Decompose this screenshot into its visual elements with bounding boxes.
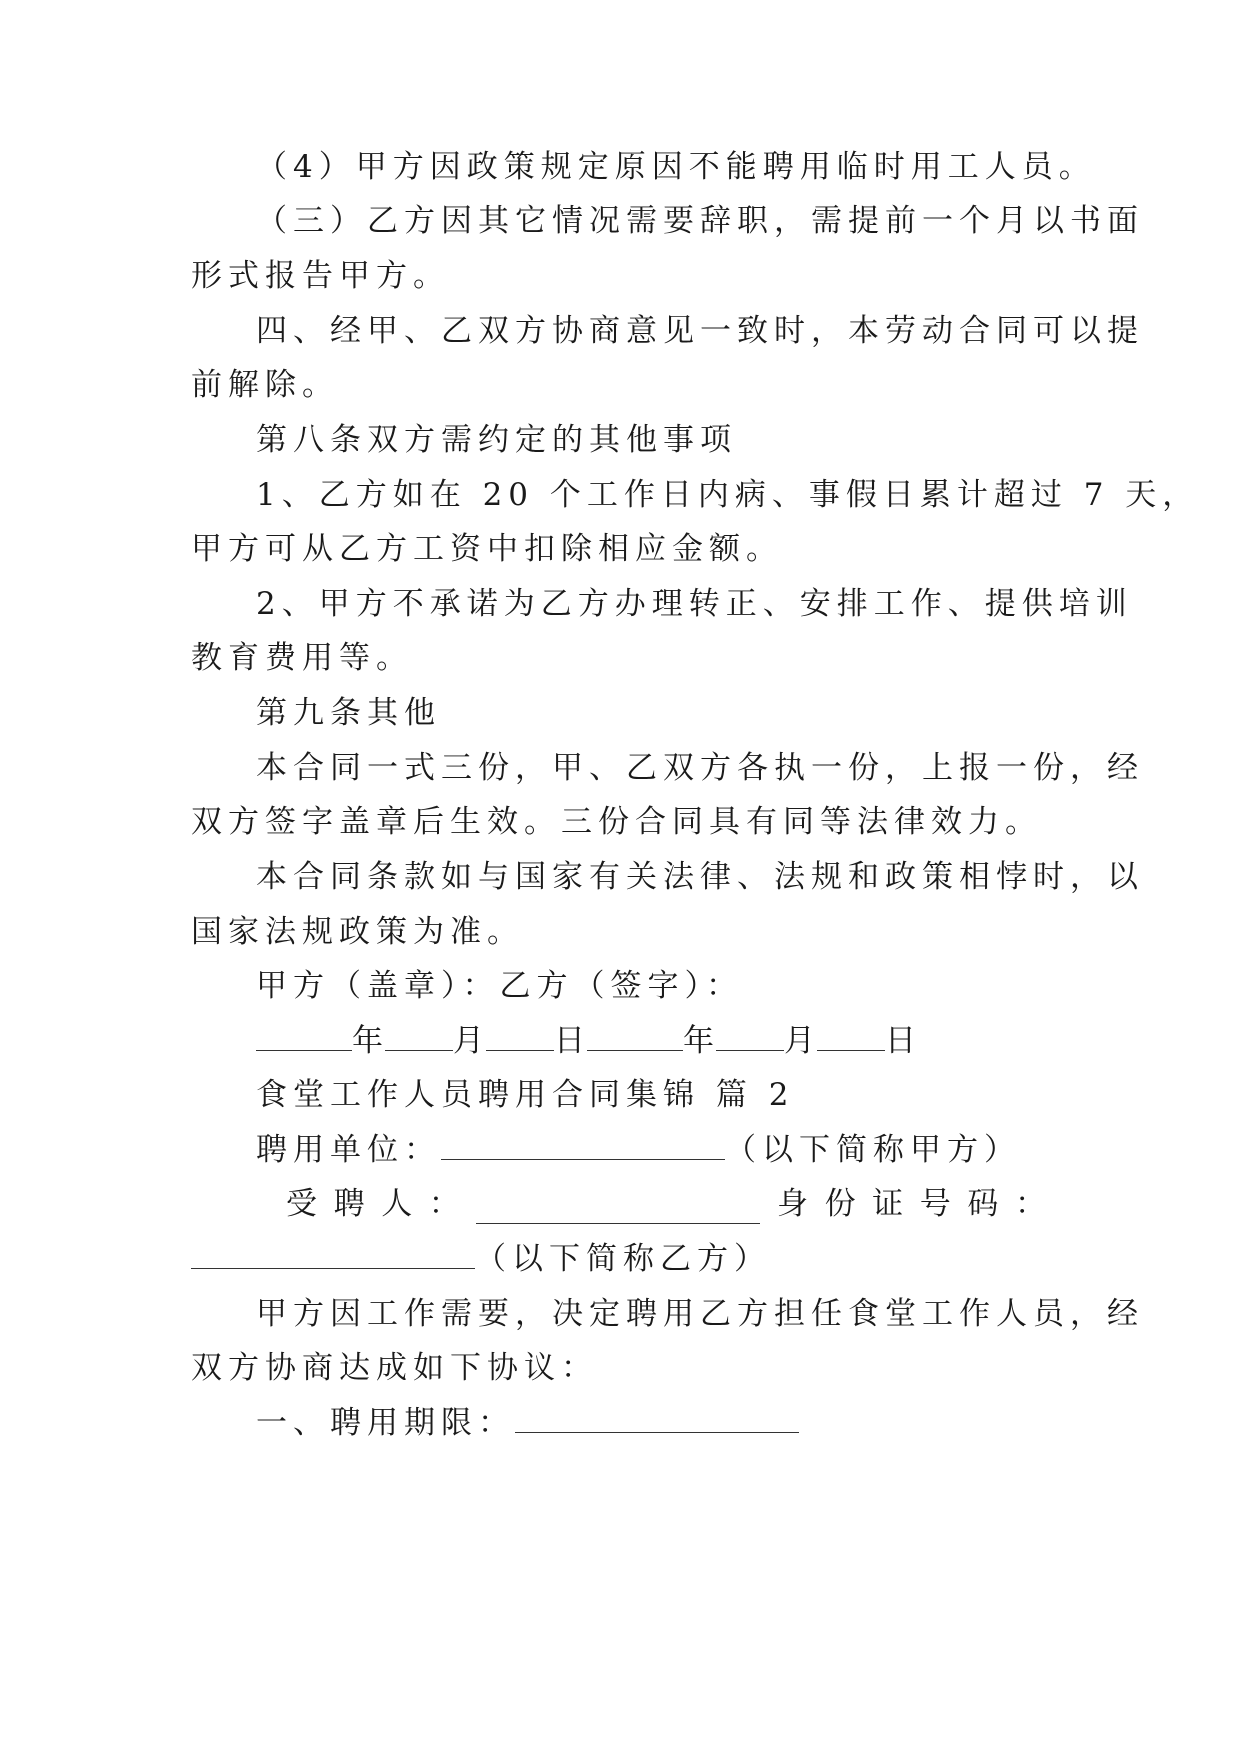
id-label-char: 身 xyxy=(776,1186,808,1222)
day-label: 日 xyxy=(885,1023,918,1059)
paragraph-line: （4）甲方因政策规定原因不能聘用临时用工人员。 xyxy=(256,149,1096,185)
paragraph-line: 教育费用等。 xyxy=(191,640,413,676)
employer-label: 聘用单位： xyxy=(256,1132,441,1168)
paragraph-line: 形式报告甲方。 xyxy=(191,258,450,294)
section-heading: 第八条双方需约定的其他事项 xyxy=(256,422,737,458)
employee-label-char: 人 xyxy=(381,1186,413,1222)
employer-line xyxy=(256,1130,1021,1170)
year-blank[interactable] xyxy=(256,1022,352,1051)
year-label: 年 xyxy=(683,1023,716,1059)
employee-label-char: ： xyxy=(428,1186,460,1222)
id-label-char: 份 xyxy=(824,1186,856,1222)
id-number-blank[interactable] xyxy=(191,1240,475,1269)
employee-suffix: （以下简称乙方） xyxy=(475,1241,771,1277)
id-label-char: 码 xyxy=(967,1186,999,1222)
employer-suffix: （以下简称甲方） xyxy=(725,1132,1021,1168)
paragraph-line: 甲方可从乙方工资中扣除相应金额。 xyxy=(191,531,783,567)
section-heading: 第九条其他 xyxy=(256,695,441,731)
month-blank[interactable] xyxy=(385,1022,453,1051)
term-label: 一、聘用期限： xyxy=(256,1405,515,1441)
year-blank[interactable] xyxy=(587,1022,683,1051)
paragraph-line: 前解除。 xyxy=(191,367,339,403)
month-label: 月 xyxy=(453,1023,486,1059)
id-number-line xyxy=(191,1239,771,1279)
paragraph-line: 国家法规政策为准。 xyxy=(191,914,524,950)
employee-line xyxy=(286,1184,1046,1224)
paragraph-line: 甲方因工作需要，决定聘用乙方担任食堂工作人员，经 xyxy=(256,1296,1144,1332)
section-title: 食堂工作人员聘用合同集锦 篇 2 xyxy=(256,1077,795,1113)
employee-label-char: 受 xyxy=(286,1186,317,1222)
term-line xyxy=(256,1403,799,1443)
paragraph-line: 1、乙方如在 20 个工作日内病、事假日累计超过 7 天， xyxy=(256,477,1200,513)
term-blank[interactable] xyxy=(515,1404,799,1433)
day-blank[interactable] xyxy=(486,1022,554,1051)
id-label-char: 证 xyxy=(872,1186,904,1222)
employee-blank[interactable] xyxy=(476,1195,760,1224)
paragraph-line: 2、甲方不承诺为乙方办理转正、安排工作、提供培训 xyxy=(256,586,1133,622)
id-label-char: ： xyxy=(1014,1186,1046,1222)
month-blank[interactable] xyxy=(716,1022,784,1051)
paragraph-line: 本合同一式三份，甲、乙双方各执一份，上报一份，经 xyxy=(256,750,1144,786)
month-label: 月 xyxy=(784,1023,817,1059)
day-label: 日 xyxy=(554,1023,587,1059)
paragraph-line: 双方协商达成如下协议： xyxy=(191,1350,598,1386)
paragraph-line: （三）乙方因其它情况需要辞职，需提前一个月以书面 xyxy=(256,203,1144,239)
paragraph-line: 双方签字盖章后生效。三份合同具有同等法律效力。 xyxy=(191,804,1042,840)
date-line xyxy=(256,1021,918,1061)
id-label-char: 号 xyxy=(919,1186,951,1222)
employee-label-char: 聘 xyxy=(333,1186,365,1222)
employer-blank[interactable] xyxy=(441,1131,725,1160)
signature-line: 甲方（盖章）：乙方（签字）： xyxy=(256,968,743,1004)
day-blank[interactable] xyxy=(817,1022,885,1051)
paragraph-line: 本合同条款如与国家有关法律、法规和政策相悖时，以 xyxy=(256,859,1144,895)
year-label: 年 xyxy=(352,1023,385,1059)
paragraph-line: 四、经甲、乙双方协商意见一致时，本劳动合同可以提 xyxy=(256,313,1144,349)
